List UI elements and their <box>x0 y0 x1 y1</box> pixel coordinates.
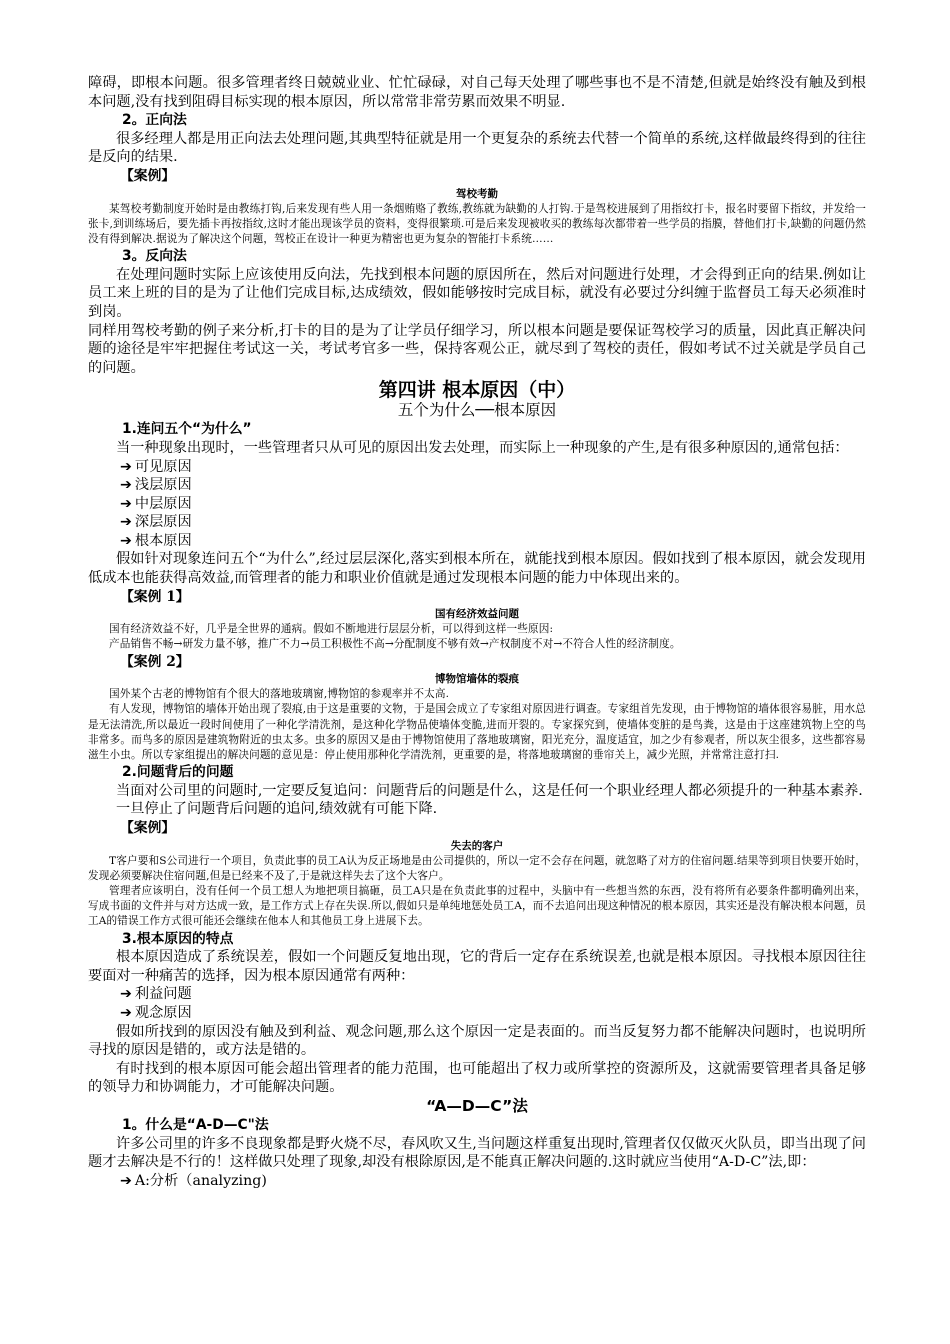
heading-reverse-method: 3。反向法 <box>122 248 187 265</box>
heading-forward-method: 2。正向法 <box>122 112 187 129</box>
case-title-driving-school: 驾校考勤 <box>456 187 498 200</box>
heading-five-whys: 1.连问五个“为什么” <box>122 421 252 438</box>
list-item: ➔ 根本原因 <box>120 532 192 549</box>
lecture-title: 第四讲 根本原因（中） <box>378 379 576 402</box>
arrow-right-icon: ➔ <box>120 458 132 475</box>
case-paragraph: 国外某个古老的博物馆有个很大的落地玻璃窗,博物馆的参观率并不太高. <box>109 688 450 701</box>
features-paragraph-1: 根本原因造成了系统误差，假如一个问题反复地出现，它的背后一定存在系统误差,也就是根本原因。寻找根本原因往往要面对一种痛苦的选择，因为根本原因通常有两种： <box>88 949 866 984</box>
list-item: ➔ 观念原因 <box>120 1005 192 1022</box>
five-whys-paragraph-2: 假如针对现象连问五个“为什么”,经过层层深化,落实到根本所在，就能找到根本原因。假如找到了根本原因，就会发现用低成本也能获得高效益,而管理者的能力和职业价值就是通过发现根本问题的能力中体现出来的。 <box>88 551 866 587</box>
intro-paragraph: 障碍，即根本问题。很多管理者终日兢兢业业、忙忙碌碌，对自己每天处理了哪些事也不是不清楚,但就是始终没有触及到根本问题,没有找到阻碍目标实现的根本原因，所以常常非常劳累而效果不明显. <box>88 75 866 110</box>
case-title-state-economy: 国有经济效益问题 <box>435 608 519 621</box>
features-paragraph-2: 假如所找到的原因没有触及到利益、观念问题,那么这个原因一定是表面的。而当反复努力都不能解决问题时，也说明所寻找的原因是错的，或方法是错的。 <box>88 1023 866 1059</box>
case-paragraph: 国有经济效益不好，几乎是全世界的通病。假如不断地进行层层分析，可以得到这样一些原因: <box>109 623 554 636</box>
behind-paragraph-2: 一旦停止了问题背后问题的追问,绩效就有可能下降. <box>116 801 438 818</box>
arrow-right-icon: ➔ <box>120 495 132 512</box>
heading-what-is-adc: 1。什么是“A-D—C"法 <box>122 1117 269 1134</box>
case-tag: 【案例】 <box>120 167 176 184</box>
heading-root-cause-features: 3.根本原因的特点 <box>122 930 234 947</box>
list-item: ➔ 浅层原因 <box>120 477 192 494</box>
list-item: ➔ 利益问题 <box>120 986 192 1003</box>
document-page <box>88 74 866 1190</box>
case-tag: 【案例】 <box>120 820 176 837</box>
forward-paragraph: 很多经理人都是用正向法去处理问题,其典型特征就是用一个更复杂的系统去代替一个简单的系统,这样做最终得到的往往是反向的结果. <box>88 130 866 166</box>
five-whys-paragraph-1: 当一种现象出现时，一些管理者只从可见的原因出发去处理，而实际上一种现象的产生,是有很多种原因的,通常包括： <box>116 439 849 456</box>
arrow-right-icon: ➔ <box>120 514 132 531</box>
reverse-paragraph-2: 同样用驾校考勤的例子来分析,打卡的目的是为了让学员仔细学习，所以根本问题是要保证驾校学习的质量，因此真正解决问题的途径是牢牢把握住考试这一关，考试考官多一些，保持客观公正，就尽到了驾校的责任，假如考试不过关就是学员自己的问题。 <box>88 322 866 376</box>
list-item: ➔ 中层原因 <box>120 495 192 512</box>
case-paragraph: 管理者应该明白，没有任何一个员工想人为地把项目搞砸，员工A只是在负责此事的过程中，头脑中有一些想当然的东西，没有将所有必要条件都明确列出来，写成书面的文件并与对方达成一致，是工作方式上存在失误.所以,假如只是单纯地惩处员工A，而不去追问出现这种情况的根本原因，其实还是没有解决根本问题，员工A的错误工作方式很可能还会继续在他本人和其他员工身上进展下去。 <box>88 885 866 928</box>
list-item: ➔ 可见原因 <box>120 458 192 475</box>
reverse-paragraph-1: 在处理问题时实际上应该使用反向法，先找到根本问题的原因所在，然后对问题进行处理，才会得到正向的结果.例如让员工来上班的目的是为了让他们完成目标,达成绩效，假如能够按时完成目标，就没有必要过分纠缠于监督员工每天必须准时到岗。 <box>88 266 866 320</box>
behind-paragraph-1: 当面对公司里的问题时,一定要反复追问：问题背后的问题是什么，这是任何一个职业经理人都必须提升的一种基本素养. <box>116 782 863 799</box>
arrow-right-icon: ➔ <box>120 532 132 549</box>
arrow-right-icon: ➔ <box>120 477 132 494</box>
case-title-lost-client: 失去的客户 <box>450 839 504 852</box>
heading-problem-behind: 2.问题背后的问题 <box>122 764 234 781</box>
case-tag: 【案例 1】 <box>120 588 190 605</box>
arrow-right-icon: ➔ <box>120 986 132 1003</box>
case-paragraph: 有人发现，博物馆的墙体开始出现了裂痕,由于这是重要的文物，于是国会成立了专家组对原因进行调查。专家组首先发现，由于博物馆的墙体很容易脏，用水总是无法清洗,所以最近一段时间使用了一种化学清洗剂，是这种化学物品使墙体变脆,进而开裂的。专家探究到，使墙体变脏的是鸟粪，这是由于这座建筑物上空的鸟非常多。而鸟多的原因是建筑物附近的虫太多。虫多的原因又是由于博物馆使用了落地玻璃窗，阳光充分，温度适宜，加之少有参观者，所以灰尘很多，这些都容易滋生小虫。所以专家组提出的解决问题的意见是：停止使用那种化学清洗剂，更重要的是，将落地玻璃窗的垂帘关上，减少光照，并常常注意打扫. <box>88 703 866 762</box>
case-tag: 【案例 2】 <box>120 653 190 670</box>
lecture-subtitle: 五个为什么──根本原因 <box>397 401 557 420</box>
list-item: ➔ A:分析（analyzing) <box>120 1172 267 1189</box>
adc-paragraph-1: 许多公司里的许多不良现象都是野火烧不尽，春风吹又生,当问题这样重复出现时,管理者仅仅做灭火队员，即当出现了问题才去解决是不行的！这样做只处理了现象,却没有根除原因,是不能真正解决问题的.这时就应当使用“A-D-C”法,即： <box>88 1135 866 1171</box>
features-paragraph-3: 有时找到的根本原因可能会超出管理者的能力范围，也可能超出了权力或所掌控的资源所及，这就需要管理者具备足够的领导力和协调能力，才可能解决问题。 <box>88 1060 866 1096</box>
case-paragraph: 产品销售不畅→研发力量不够，推广不力→员工积极性不高→分配制度不够有效→产权制度不对→不符合人性的经济制度。 <box>109 638 681 651</box>
adc-section-title: “A—D—C”法 <box>426 1097 528 1116</box>
case-title-museum: 博物馆墙体的裂痕 <box>435 673 519 686</box>
case-paragraph: T客户要和S公司进行一个项目，负责此事的员工A认为反正场地是由公司提供的，所以一定不会存在问题，就忽略了对方的住宿问题.结果等到项目快要开始时，发现必须要解决住宿问题,但是已经来不及了,于是就这样失去了这个大客户。 <box>88 854 866 882</box>
case-paragraph-driving-school: 某驾校考勤制度开始时是由教练打钩,后来发现有些人用一条烟贿赂了教练,教练就为缺勤的人打钩.于是驾校进展到了用指纹打卡，报名时要留下指纹，并发给一张卡,到训练场后，要先插卡再按指纹,这时才能出现该学员的资料，变得很繁琐.可是后来发现被收买的教练每次都带着一些学员的指膜，替他们打卡,缺勤的问题仍然没有得到解决.据说为了解决这个问题，驾校正在设计一种更为精密也更为复杂的智能打卡系统…… <box>88 202 866 245</box>
arrow-right-icon: ➔ <box>120 1005 132 1022</box>
list-item: ➔ 深层原因 <box>120 514 192 531</box>
arrow-right-icon: ➔ <box>120 1172 132 1189</box>
